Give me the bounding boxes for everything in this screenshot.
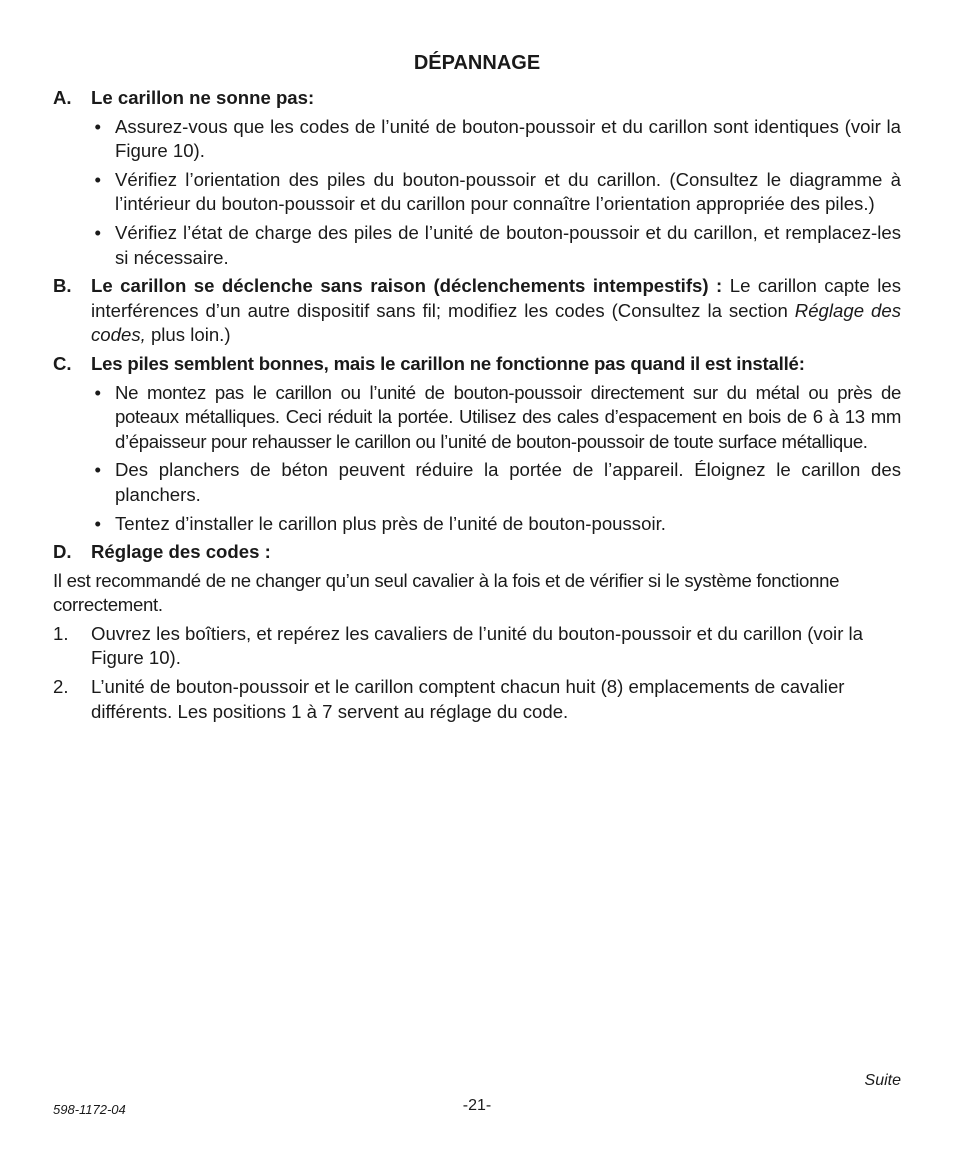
step-text: L’unité de bouton-poussoir et le carillon comptent chacun huit (8) emplacements de cavalier différents. Les positions 1 à 7 servent au réglage du code. <box>91 676 845 722</box>
bullet-text: Des planchers de béton peuvent réduire la portée de l’appareil. Éloignez le carillon des planchers. <box>115 459 901 505</box>
list-item <box>53 458 901 507</box>
section-d-title: Réglage des codes : <box>91 541 271 563</box>
bullet-icon: • <box>94 459 101 481</box>
step-number: 2. <box>53 676 69 698</box>
list-item <box>53 622 901 671</box>
bullet-text: Assurez-vous que les codes de l’unité de bouton-poussoir et du carillon sont identiques (voir la Figure 10). <box>115 115 901 162</box>
list-item <box>53 675 901 724</box>
section-c-bullets <box>53 381 901 537</box>
section-c-title: Les piles semblent bonnes, mais le carillon ne fonctionne pas quand il est installé: <box>91 352 805 374</box>
section-c-letter: C. <box>53 352 72 374</box>
section-a-heading <box>53 86 901 111</box>
list-item <box>53 512 901 537</box>
section-d-heading <box>53 540 901 565</box>
page-title: DÉPANNAGE <box>413 52 541 74</box>
bullet-icon: • <box>94 512 101 534</box>
list-item <box>53 115 901 164</box>
bullet-text: Tentez d’installer le carillon plus près de l’unité de bouton-poussoir. <box>115 512 666 534</box>
step-number: 1. <box>53 622 69 644</box>
bullet-text: Vérifiez l’état de charge des piles de l’unité de bouton-poussoir et du carillon, et remplacez-les si nécessaire. <box>115 221 901 268</box>
section-a-letter: A. <box>53 87 72 108</box>
section-b-letter: B. <box>53 275 72 297</box>
section-b-text: Le carillon capte les interférences d’un autre dispositif sans fil; modifiez les codes (Consultez la section <box>91 275 901 321</box>
section-b <box>53 274 901 348</box>
section-a-title: Le carillon ne sonne pas: <box>91 87 315 108</box>
section-a-bullets <box>53 115 901 271</box>
list-item <box>53 221 901 270</box>
page-number: -21- <box>462 1097 492 1114</box>
bullet-icon: • <box>94 115 101 137</box>
list-item <box>53 381 901 455</box>
section-b-title: Le carillon se déclenche sans raison (déclenchements intempestifs) : <box>91 275 723 297</box>
continued-label: Suite <box>864 1072 901 1089</box>
bullet-icon: • <box>94 221 101 243</box>
bullet-icon: • <box>94 168 101 190</box>
bullet-icon: • <box>94 381 101 403</box>
document-body <box>53 82 901 724</box>
section-d-paragraph: Il est recommandé de ne changer qu’un seul cavalier à la fois et de vérifier si le système fonctionne correctement. <box>53 569 840 616</box>
section-b-reference: Réglage des codes, <box>91 299 901 346</box>
section-c-heading <box>53 352 901 377</box>
section-b-text-end: plus loin.) <box>145 324 231 346</box>
document-code: 598-1172-04 <box>53 1102 126 1117</box>
list-item <box>53 168 901 217</box>
bullet-text: Vérifiez l’orientation des piles du bouton-poussoir et du carillon. (Consultez le diagramme à l’intérieur du bouton-poussoir et du carillon pour connaître l’orientation appropriée des piles.) <box>115 168 901 215</box>
step-text: Ouvrez les boîtiers, et repérez les cavaliers de l’unité du bouton-poussoir et du carillon (voir la Figure 10). <box>91 622 864 669</box>
bullet-text: Ne montez pas le carillon ou l’unité de bouton-poussoir directement sur du métal ou près de poteaux métalliques. Ceci réduit la portée. Utilisez des cales d’espacement en bois de 6 à 13 mm d’épaisseur pour rehausser le carillon ou l’unité de bouton-poussoir de toute surface métallique. <box>115 381 901 452</box>
section-d-letter: D. <box>53 541 72 563</box>
